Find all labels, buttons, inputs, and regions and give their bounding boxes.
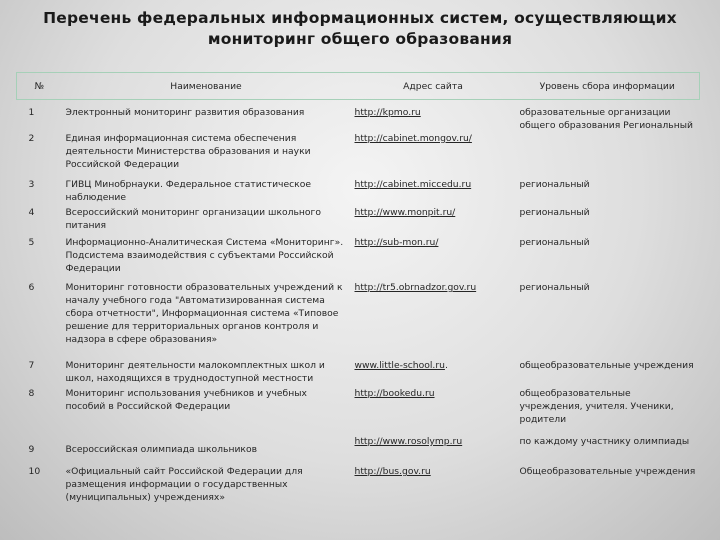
row-level: образовательные организации общего образования Региональный bbox=[519, 107, 693, 131]
row-name: Информационно-Аналитическая Система «Мониторинг». Подсистема взаимодействия с субъектами Российской Федерации bbox=[65, 237, 344, 274]
row-num: 5 bbox=[28, 237, 35, 248]
row-site-link[interactable]: http://cabinet.mongov.ru/ bbox=[354, 133, 472, 144]
systems-table bbox=[16, 72, 700, 509]
row-name: Всероссийский мониторинг организации школьного питания bbox=[65, 207, 321, 231]
row-level: региональный bbox=[519, 207, 590, 218]
page-title bbox=[0, 8, 720, 50]
row-level: по каждому участнику олимпиады bbox=[519, 436, 690, 447]
header-site: Адрес сайта bbox=[351, 73, 516, 100]
row-site-link[interactable]: http://cabinet.miccedu.ru bbox=[354, 179, 472, 190]
row-level: региональный bbox=[519, 282, 590, 293]
row-site-link[interactable]: http://tr5.obrnadzor.gov.ru bbox=[354, 282, 477, 293]
row-name: «Официальный сайт Российской Федерации для размещения информации о государственных (муниципальных) учреждениях» bbox=[65, 466, 303, 503]
row-level: общеобразовательные учреждения, учителя. Ученики, родители bbox=[519, 388, 674, 425]
row-level: общеобразовательные учреждения bbox=[519, 360, 694, 371]
row-num: 3 bbox=[28, 179, 35, 190]
row-num: 9 bbox=[28, 443, 35, 455]
title-line-2: мониторинг общего образования bbox=[207, 30, 513, 48]
table-row bbox=[17, 176, 700, 204]
row-num: 1 bbox=[28, 107, 35, 118]
row-site-link[interactable]: http://kpmo.ru bbox=[354, 107, 421, 118]
row-site-link[interactable]: http://bus.gov.ru bbox=[354, 466, 431, 477]
row-name: Всероссийская олимпиада школьников bbox=[65, 443, 258, 455]
header-name: Наименование bbox=[62, 73, 351, 100]
row-num: 2 bbox=[28, 133, 35, 144]
row-level: региональный bbox=[519, 237, 590, 248]
table-row bbox=[17, 279, 700, 357]
row-name: Электронный мониторинг развития образования bbox=[65, 107, 305, 118]
row-site-cell bbox=[351, 357, 516, 385]
row-num: 8 bbox=[28, 388, 35, 399]
row-num: 4 bbox=[28, 207, 35, 218]
table-row bbox=[17, 385, 700, 433]
table-row bbox=[17, 357, 700, 385]
table-row bbox=[17, 463, 700, 509]
row-name: Мониторинг использования учебников и учебных пособий в Российской Федерации bbox=[65, 388, 307, 412]
header-num: № bbox=[17, 73, 62, 100]
row-site-link[interactable]: http://bookedu.ru bbox=[354, 388, 435, 399]
title-line-1: Перечень федеральных информационных систем, осуществляющих bbox=[43, 9, 677, 27]
row-site-link[interactable]: www.little-school.ru bbox=[354, 360, 445, 371]
row-num: 6 bbox=[28, 282, 35, 293]
header-level: Уровень сбора информации bbox=[516, 73, 700, 100]
table-row bbox=[17, 204, 700, 234]
row-name: Мониторинг деятельности малокомплектных школ и школ, находящихся в труднодоступной местности bbox=[65, 360, 325, 384]
row-site-link[interactable]: http://www.monpit.ru/ bbox=[354, 207, 456, 218]
row-name: Мониторинг готовности образовательных учреждений к началу учебного года "Автоматизированная система сбора отчетности", Информационная система «Типовое решение для территориальных органов контроля и надзора в сфере образования» bbox=[65, 282, 343, 345]
table-row bbox=[17, 104, 700, 130]
row-level: Общеобразовательные учреждения bbox=[519, 466, 696, 477]
row-level: региональный bbox=[519, 179, 590, 190]
row-site-link[interactable]: http://sub-mon.ru/ bbox=[354, 237, 439, 248]
row-num: 7 bbox=[28, 360, 35, 371]
row-name: ГИВЦ Минобрнауки. Федеральное статистическое наблюдение bbox=[65, 179, 311, 203]
table-row bbox=[17, 234, 700, 279]
row-site-link[interactable]: http://www.rosolymp.ru bbox=[354, 436, 463, 447]
table-header-row bbox=[17, 73, 700, 100]
row-num: 10 bbox=[28, 466, 41, 477]
row-name: Единая информационная система обеспечения деятельности Министерства образования и науки Российской Федерации bbox=[65, 133, 311, 170]
row-site-suffix: . bbox=[444, 360, 448, 371]
table-row bbox=[17, 433, 700, 463]
